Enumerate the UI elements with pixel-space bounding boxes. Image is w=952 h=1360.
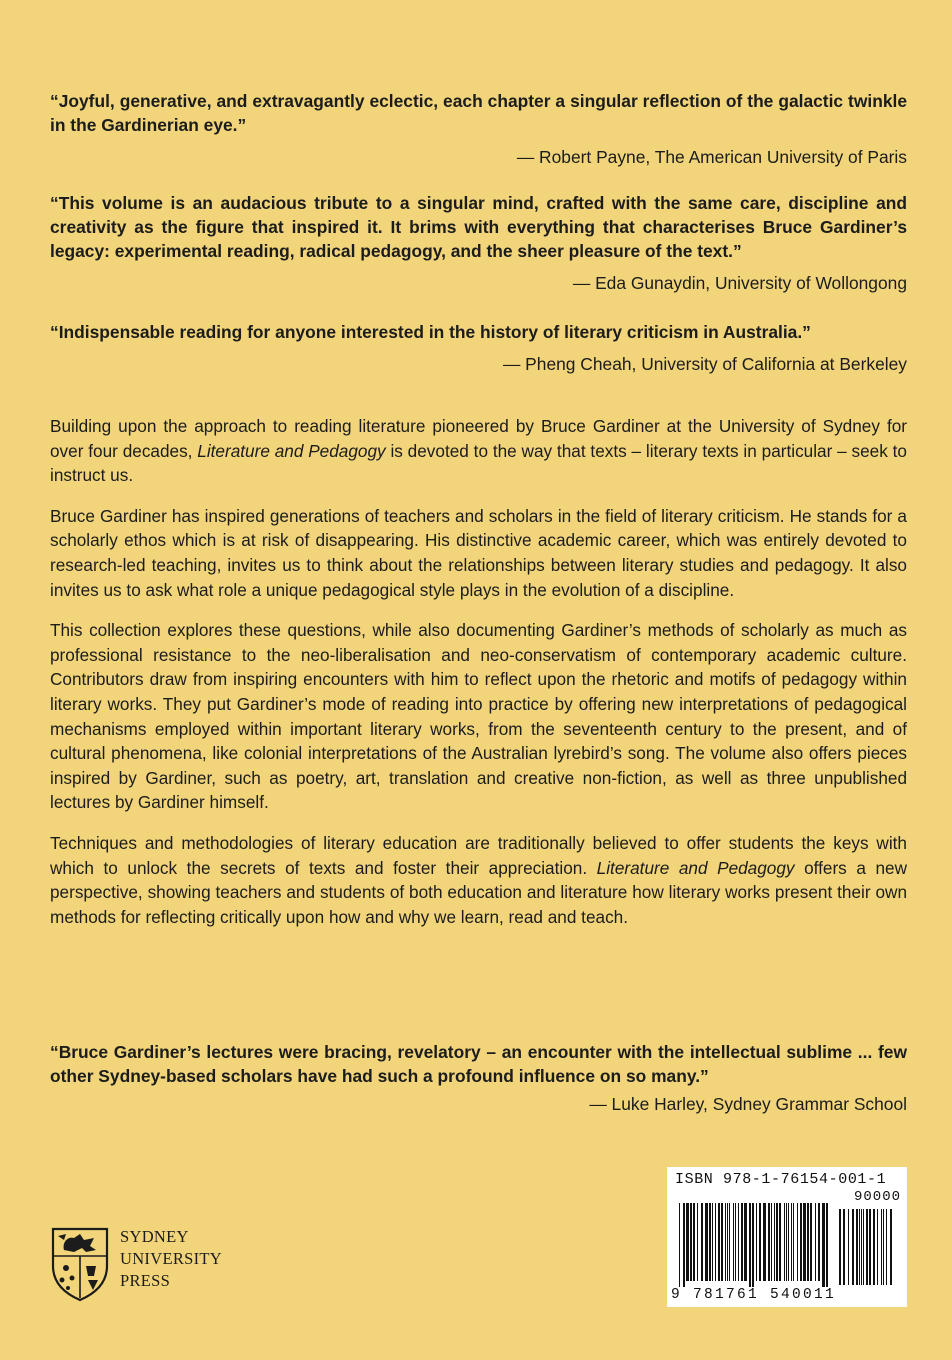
barcode-bar [826,1203,828,1287]
endorsement-quote: “Bruce Gardiner’s lectures were bracing, revelatory – an encounter with the intellectual sublime ... few other Sydney-based scholars have had such a profound influence on so many.” [50,1042,907,1086]
barcode-addon-bar [873,1209,875,1285]
endorsement-quote: “Joyful, generative, and extravagantly eclectic, each chapter a singular reflection of the galactic twinkle in the Gardinerian eye.” [50,91,907,135]
barcode-bar [791,1203,792,1281]
barcode-bar [735,1203,736,1281]
barcode-bar [756,1203,757,1281]
barcode-addon-bar [877,1209,878,1285]
barcode-addon-bar [881,1209,882,1285]
barcode-ean: 9 781761 540011 [671,1287,837,1303]
barcode-bar [701,1203,703,1281]
barcode-bar [683,1203,685,1287]
barcode-bar [690,1203,692,1281]
barcode-bar [733,1203,734,1281]
barcode-addon-bar [843,1209,845,1285]
back-cover [50,0,907,1360]
barcode-bar [718,1203,720,1281]
university-crest-icon [50,1226,110,1302]
barcode-bar [803,1203,806,1281]
barcode-bar [800,1203,802,1281]
barcode-addon-bar [866,1209,868,1285]
description-paragraph-1: Building upon the approach to reading literature pioneered by Bruce Gardiner at the University of Sydney for over four decades, Literature and Pedagogy is devoted to the way that texts – literary texts in particular – seek to instruct us. [50,416,907,486]
barcode-bar [693,1203,695,1281]
isbn-label: ISBN 978-1-76154-001-1 [675,1171,887,1188]
barcode-addon-bar [886,1209,887,1285]
barcode-bar [818,1203,820,1281]
barcode-bar [679,1203,680,1287]
barcode-addon-bar [848,1209,849,1285]
book-title: Literature and Pedagogy [596,857,795,878]
barcode-bar [784,1203,785,1281]
barcode-addon-bar [856,1209,858,1285]
description-paragraph-4: Techniques and methodologies of literary education are traditionally believed to offer students the keys with which to unlock the secrets of texts and foster their appreciation. Literature and Pedagogy offers a new perspective, showing teachers and students of both education and literature how literary works present their own methods for reflecting critically upon how and why we learn, read and teach. [50,832,907,927]
barcode-bar [768,1203,770,1281]
barcode-bar [749,1203,751,1287]
barcode-bar [729,1203,730,1281]
barcode-addon-bar [890,1209,892,1285]
barcode-addon-bar [859,1209,860,1285]
isbn-barcode [667,1167,907,1307]
barcode-bar [727,1203,728,1281]
barcode-addon-bar [839,1209,841,1285]
description-paragraph-2: Bruce Gardiner has inspired generations of teachers and scholars in the field of literary criticism. He stands for a scholarly ethos which is at risk of disappearing. His distinctive academic career, which was entirely devoted to research-led teaching, invites us to think about the relationships between literary studies and pedagogy. It also invites us to ask what role a unique pedagogical style plays in the evolution of a discipline. [50,505,907,600]
barcode-bar [797,1203,798,1281]
barcode-bar [712,1203,713,1281]
endorsement-3 [50,320,907,376]
barcode-bar [774,1203,775,1281]
barcode-bar [793,1203,794,1281]
barcode-addon-bar [869,1209,871,1285]
barcode-bar [779,1203,781,1281]
barcode-bar [763,1203,766,1281]
barcode-bar [738,1203,739,1281]
description-paragraph-3: This collection explores these questions, while also documenting Gardiner’s methods of scholarly as much as professional resistance to the neo-liberalisation and neo-conservatism of contemporary academic culture. Contributors draw from inspiring encounters with him to reflect upon the rhetoric and motifs of pedagogy within literary works. They put Gardiner’s mode of reading into practice by offering new interpretations of pedagogical mechanisms employed within important literary works, from the seventeenth century to the present, and of cultural phenomena, like colonial interpretations of the Australian lyrebird’s song. The volume also offers pieces inspired by Gardiner, such as poetry, art, translation and creative non-fiction, as well as three unpublished lectures by Gardiner himself. [50,620,907,813]
endorsement-quote: “Indispensable reading for anyone interested in the history of literary criticism in Australia.” [50,322,811,342]
barcode-bar [815,1203,816,1281]
endorsement-1 [50,89,907,169]
barcode-bar [807,1203,809,1281]
barcode-addon: 90000 [853,1189,901,1205]
barcode-addon-bar [852,1209,854,1285]
endorsement-4 [50,1040,907,1116]
endorsement-quote: “This volume is an audacious tribute to a singular mind, crafted with the same care, discipline and creativity as the figure that inspired it. It brims with everything that characterises Bruce Gardiner’s legacy: experimental reading, radical pedagogy, and the sheer pleasure of the text.” [50,193,907,261]
barcode-addon-bar [861,1209,862,1285]
barcode-bar [709,1203,711,1281]
endorsement-2 [50,191,907,295]
book-description [50,414,907,945]
endorsement-attribution: — Robert Payne, The American University of Paris [516,147,907,167]
barcode-bar [705,1203,708,1281]
barcode-bar [776,1203,778,1281]
barcode-bar [810,1203,812,1281]
barcode-bar [741,1203,743,1281]
book-title: Literature and Pedagogy [197,440,386,461]
endorsement-attribution: — Luke Harley, Sydney Grammar School [589,1094,907,1114]
barcode-bar [759,1203,761,1281]
publisher-logo [50,1226,250,1306]
barcode-bar [686,1203,689,1281]
endorsement-attribution: — Pheng Cheah, University of California at Berkeley [502,354,907,374]
endorsement-attribution: — Eda Gunaydin, University of Wollongong [572,273,907,293]
barcode-bar [786,1203,787,1281]
barcode-bar [715,1203,716,1281]
publisher-name: SYDNEY UNIVERSITY PRESS [120,1227,222,1290]
barcode-addon-bar [883,1209,884,1285]
barcode-bar [752,1203,754,1287]
barcode-bar [725,1203,726,1281]
barcode-bar [771,1203,772,1281]
barcode-bar [788,1203,789,1281]
barcode-bar [744,1203,747,1281]
barcode-bar [822,1203,825,1287]
barcode-addon-bar [863,1209,864,1285]
barcode-bar [697,1203,698,1281]
barcode-bar [721,1203,723,1281]
